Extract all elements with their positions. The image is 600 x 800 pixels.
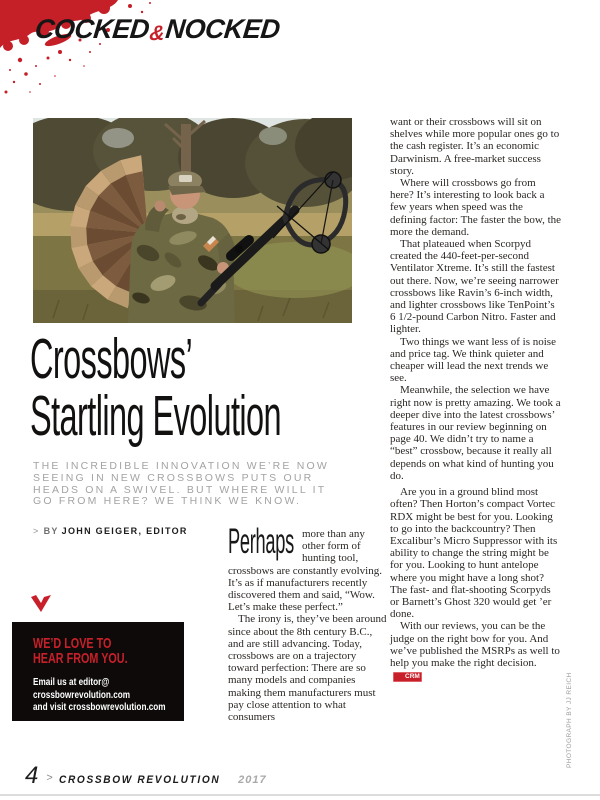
red-chevron-icon [31, 595, 51, 613]
body-paragraph: Two things we want less of is noise and price tag. We think quieter and cheaper will lead the next trends we see. [390, 335, 556, 385]
body-paragraph: Meanwhile, the selection we have right now is pretty amazing. We took a deeper dive into the latest crossbows’ features in our review beginning on page 40. We didn’t try to name a “best” crossbow, because it really all depends on what kind of hunting you do. [390, 384, 561, 482]
body-paragraph: That plateaued when Scorpyd created the 440-feet-per-second Ventilator Xtreme. It’s still the fastest out there. Now, we’re seeing narrower crossbows like Ravin’s 6-inch width, and lighter crossbows like TenPoint’s 6 1/2-pound Carbon Nitro. Faster and lighter. [390, 238, 559, 336]
lead-word: Perhaps [228, 522, 294, 561]
byline-prefix: BY [43, 526, 59, 536]
page-number: 4 [25, 762, 39, 789]
ampersand: & [148, 22, 166, 45]
lead-paragraph [228, 522, 388, 614]
article-column-1 [228, 522, 388, 724]
body-paragraph: Where will crossbows go from here? It’s interesting to look back a few years when speed was the defining factor: The faster the bow, the more the demand. [390, 177, 562, 238]
section-title [33, 14, 281, 45]
body-paragraph: want or their crossbows will sit on shelves while more popular ones go to the cash register. It’s an economic Darwinism. A free-market success story. [390, 116, 560, 177]
footer-arrow-icon: > [46, 772, 53, 784]
magazine-title: CROSSBOW REVOLUTION [58, 774, 221, 786]
body-paragraph: With our reviews, you can be the judge on the right bow for you. And we’ve published the MSRPs as well to help you make the right decision.CRM [390, 620, 560, 681]
hero-photo [33, 118, 352, 323]
callout-website-line: and visit crossbowrevolution.com [33, 702, 166, 713]
magazine-year: 2017 [238, 774, 267, 786]
body-paragraph: The irony is, they’ve been around since about the 8th century B.C., and are still advancing. Today, crossbows are on a trajectory toward perfection: There are so many models and companies making them manufacturers must pay close attention to what consumers [228, 613, 387, 724]
headline-line1: Crossbows’ [30, 327, 193, 391]
page-edge-line [0, 794, 600, 796]
byline-arrow-icon: > [33, 526, 40, 536]
section-title-part1: COCKED [33, 14, 151, 44]
section-title-part2: NOCKED [164, 14, 282, 44]
photo-credit: PHOTOGRAPH BY JJ REICH [566, 672, 573, 768]
contact-callout [12, 622, 184, 721]
byline [33, 526, 188, 536]
deck: THE INCREDIBLE INNOVATION WE’RE NOW SEEING IN NEW CROSSBOWS PUTS OUR HEADS ON A SWIVEL. BUT WHERE WILL IT GO FROM HERE? WE THINK WE KNOW. [33, 460, 329, 508]
callout-email-line1: Email us at editor@ [33, 677, 110, 688]
headline-line2: Startling Evolution [30, 384, 282, 448]
callout-heading: WE’D LOVE TO HEAR FROM YOU. [33, 635, 128, 667]
article-column-2 [390, 116, 562, 682]
callout-email-line2: crossbowrevolution.com [33, 689, 131, 701]
end-tag-badge: CRM [393, 672, 422, 682]
callout-body [33, 672, 184, 713]
byline-author: JOHN GEIGER, EDITOR [61, 526, 188, 536]
body-paragraph: Are you in a ground blind most often? Then Horton’s compact Vortec RDX might be best for you. Looking to go into the backcountry? Then Excalibur’s Micro Suppressor with its ability to change the string might be for you. Looking to hunt antelope where you might have a long shot? The fast- and flat-shooting Scorpyds or Barnett’s Ghost 320 would get ’er done. [390, 486, 558, 621]
lead-text: more than any other form of hunting tool, crossbows are constantly evolving. It’s as if manufacturers recently discovered them and said, “Wow. Let’s make these perfect.” [228, 528, 382, 614]
page-footer [25, 762, 267, 790]
